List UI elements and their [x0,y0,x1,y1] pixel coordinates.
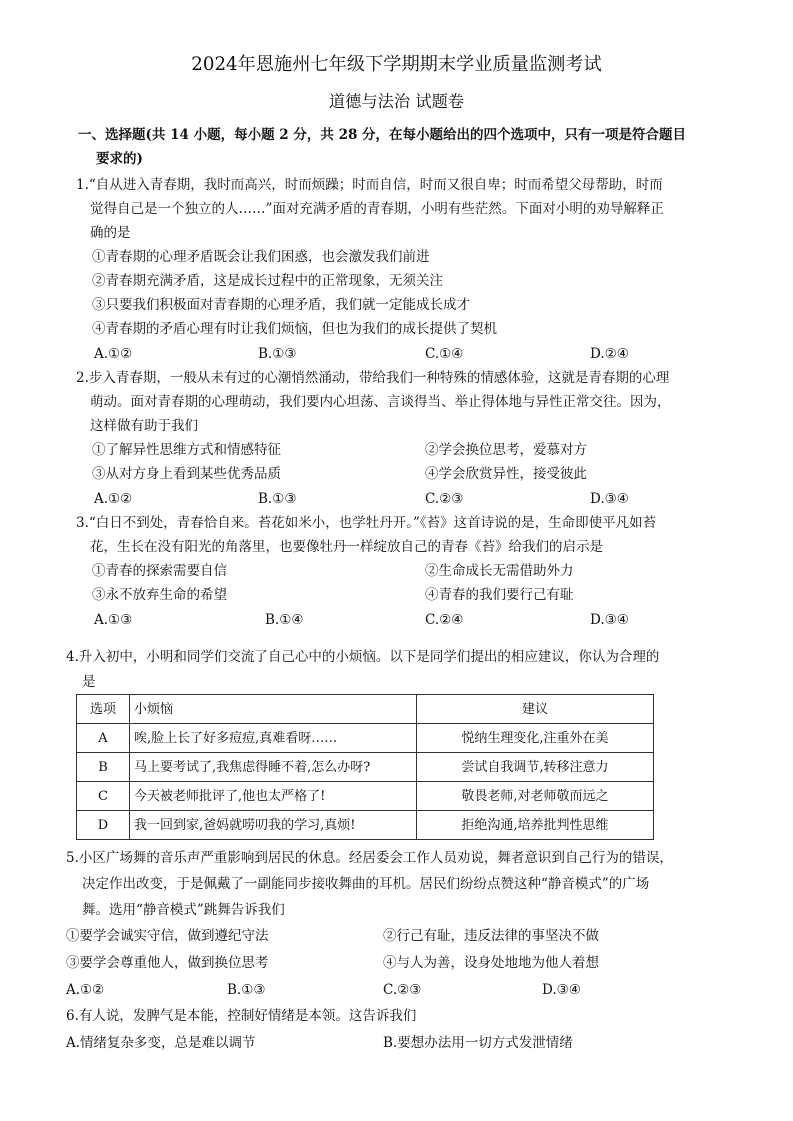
choice-b: B.①④ [265,612,304,628]
table-cell-option: A [77,724,130,753]
choice-b: B.①③ [258,346,297,362]
statement-4: ④青春期的矛盾心理有时让我们烦恼，但也为我们的成长提供了契机 [92,321,497,337]
section-heading-cont: 要求的) [96,151,143,167]
table-row [77,724,654,753]
worries-table [76,694,654,840]
table-row [77,811,654,840]
exam-subtitle: 道德与法治 试题卷 [328,92,465,111]
statement-4: ④与人为善，设身处地地为他人着想 [383,955,599,971]
table-header-cell: 小烦恼 [130,695,417,724]
statement-3: ③只要我们积极面对青春期的心理矛盾，我们就一定能成长成才 [92,297,470,313]
question-stem: 这样做有助于我们 [90,418,198,434]
question-stem: 花，生长在没有阳光的角落里，也要像牡丹一样绽放自己的青春《苔》给我们的启示是 [90,539,603,555]
choice-c: C.①④ [425,346,464,362]
choice-b: B.①③ [258,491,297,507]
question-stem: 6.有人说，发脾气是本能，控制好情绪是本领。这告诉我们 [66,1008,417,1024]
table-cell-worry: 我一回到家,爸妈就唠叨我的学习,真烦! [130,811,417,840]
statement-1: ①要学会诚实守信，做到遵纪守法 [66,928,269,944]
question-stem: 4.升入初中，小明和同学们交流了自己心中的小烦恼。以下是同学们提出的相应建议，你认为合理的 [66,649,660,665]
statement-4: ④青春的我们要行己有耻 [425,587,574,603]
choice-a: A.①② [66,982,105,998]
question-stem: 5.小区广场舞的音乐声严重影响到居民的休息。经居委会工作人员劝说，舞者意识到自己行为的错误， [66,850,673,866]
statement-2: ②青春期充满矛盾，这是成长过程中的正常现象，无须关注 [92,273,443,289]
choice-a: A.情绪复杂多变，总是难以调节 [66,1035,256,1051]
question-stem: 2.步入青春期，一般从未有过的心潮悄然涌动，带给我们一种特殊的情感体验，这就是青春期的心理 [76,370,670,386]
statement-3: ③永不放弃生命的希望 [92,587,227,603]
question-stem: 觉得自己是一个独立的人……”面对充满矛盾的青春期，小明有些茫然。下面对小明的劝导解释正 [90,201,664,217]
question-stem: 3.“白日不到处，青春恰自来。苔花如米小，也学牡丹开。”《苔》这首诗说的是，生命即使平凡如苔 [76,515,657,531]
table-cell-advice: 悦纳生理变化,注重外在美 [417,724,654,753]
choice-d: D.③④ [542,982,581,998]
table-cell-worry: 马上要考试了,我焦虑得睡不着,怎么办呀? [130,753,417,782]
statement-2: ②学会换位思考，爱慕对方 [425,442,587,458]
statement-4: ④学会欣赏异性，接受彼此 [425,466,587,482]
statement-3: ③从对方身上看到某些优秀品质 [92,466,281,482]
exam-title: 2024年恩施州七年级下学期期末学业质量监测考试 [191,54,602,75]
statement-2: ②生命成长无需借助外力 [425,563,574,579]
table-cell-option: B [77,753,130,782]
table-cell-advice: 尝试自我调节,转移注意力 [417,753,654,782]
table-cell-worry: 唉,脸上长了好多痘痘,真难看呀…… [130,724,417,753]
question-stem: 1.“自从进入青春期，我时而高兴，时而烦躁；时而自信，时而又很自卑；时而希望父母帮助，时而 [76,177,663,193]
choice-c: C.②④ [425,612,464,628]
choice-c: C.②③ [425,491,464,507]
choice-a: A.①② [94,346,133,362]
choice-b: B.要想办法用一切方式发泄情绪 [383,1035,573,1051]
choice-c: C.②③ [383,982,422,998]
table-cell-option: C [77,782,130,811]
choice-a: A.①③ [94,612,133,628]
section-heading: 一、选择题(共 14 小题，每小题 2 分，共 28 分，在每小题给出的四个选项中，只有一项是符合题目 [78,127,687,143]
table-cell-worry: 今天被老师批评了,他也太严格了! [130,782,417,811]
statement-1: ①青春期的心理矛盾既会让我们困惑，也会激发我们前进 [92,249,430,265]
table-header-row [77,695,654,724]
table-header-cell: 选项 [77,695,130,724]
table-row [77,753,654,782]
table-cell-advice: 敬畏老师,对老师敬而远之 [417,782,654,811]
table-cell-advice: 拒绝沟通,培养批判性思维 [417,811,654,840]
statement-2: ②行己有耻，违反法律的事坚决不做 [383,928,599,944]
choice-d: D.②④ [590,346,629,362]
question-stem: 萌动。面对青春期的心理萌动，我们要内心坦荡、言谈得当、举止得体地与异性正常交往。因为， [90,394,671,410]
table-header-cell: 建议 [417,695,654,724]
choice-d: D.③④ [590,612,629,628]
statement-1: ①青春的探索需要自信 [92,563,227,579]
statement-3: ③要学会尊重他人，做到换位思考 [66,955,269,971]
question-stem: 舞。选用“静音模式”跳舞告诉我们 [82,902,285,918]
question-stem: 决定作出改变，于是佩戴了一副能同步接收舞曲的耳机。居民们纷纷点赞这种“静音模式”的广场 [82,876,650,892]
question-stem: 确的是 [90,225,131,241]
table-cell-option: D [77,811,130,840]
choice-d: D.③④ [590,491,629,507]
table-row [77,782,654,811]
choice-b: B.①③ [227,982,266,998]
question-stem: 是 [82,674,96,690]
statement-1: ①了解异性思维方式和情感特征 [92,442,281,458]
choice-a: A.①② [94,491,133,507]
